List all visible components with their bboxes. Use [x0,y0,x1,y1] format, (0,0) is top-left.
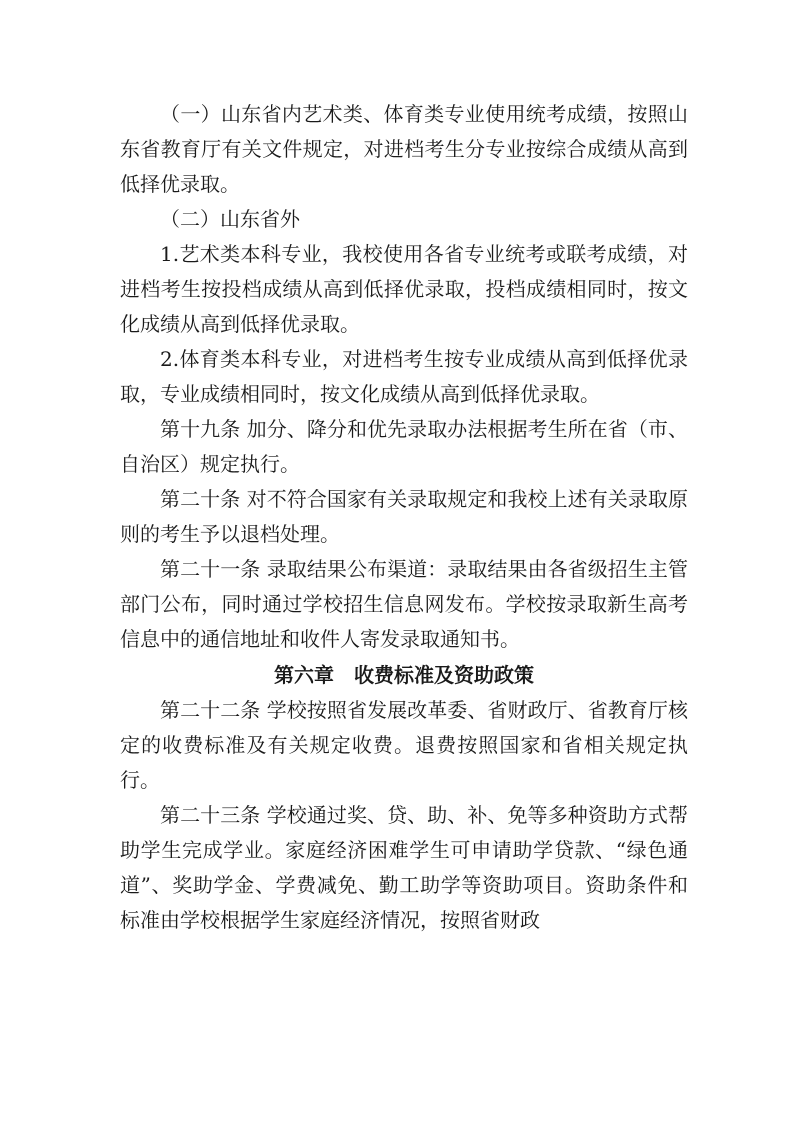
paragraph-shandong-in-province: （一）山东省内艺术类、体育类专业使用统考成绩，按照山东省教育厅有关文件规定，对进档考生分专业按综合成绩从高到低择优录取。 [120,102,688,196]
paragraph-art-undergraduate: 1.艺术类本科专业，我校使用各省专业统考或联考成绩，对进档考生按投档成绩从高到低择优录取，投档成绩相同时，按文化成绩从高到低择优录取。 [120,242,688,336]
paragraph-article-20: 第二十条 对不符合国家有关录取规定和我校上述有关录取原则的考生予以退档处理。 [120,487,688,546]
chapter-heading: 第六章 收费标准及资助政策 [274,663,534,687]
document-page [120,97,688,938]
paragraph-sports-undergraduate: 2.体育类本科专业，对进档考生按专业成绩从高到低择优录取，专业成绩相同时，按文化成绩从高到低择优录取。 [120,347,688,406]
paragraph-article-23: 第二十三条 学校通过奖、贷、助、补、免等多种资助方式帮助学生完成学业。家庭经济困难学生可申请助学贷款、“绿色通道”、奖助学金、学费减免、勤工助学等资助项目。资助条件和标准由学校根据学生家庭经济情况，按照省财政 [120,803,688,932]
paragraph-article-22: 第二十二条 学校按照省发展改革委、省财政厅、省教育厅核定的收费标准及有关规定收费。退费按照国家和省相关规定执行。 [120,698,688,792]
paragraph-article-21: 第二十一条 录取结果公布渠道：录取结果由各省级招生主管部门公布，同时通过学校招生信息网发布。学校按录取新生高考信息中的通信地址和收件人寄发录取通知书。 [120,557,688,651]
paragraph-article-19: 第十九条 加分、降分和优先录取办法根据考生所在省（市、自治区）规定执行。 [120,417,688,476]
paragraph-outside-shandong: （二）山东省外 [160,207,300,231]
